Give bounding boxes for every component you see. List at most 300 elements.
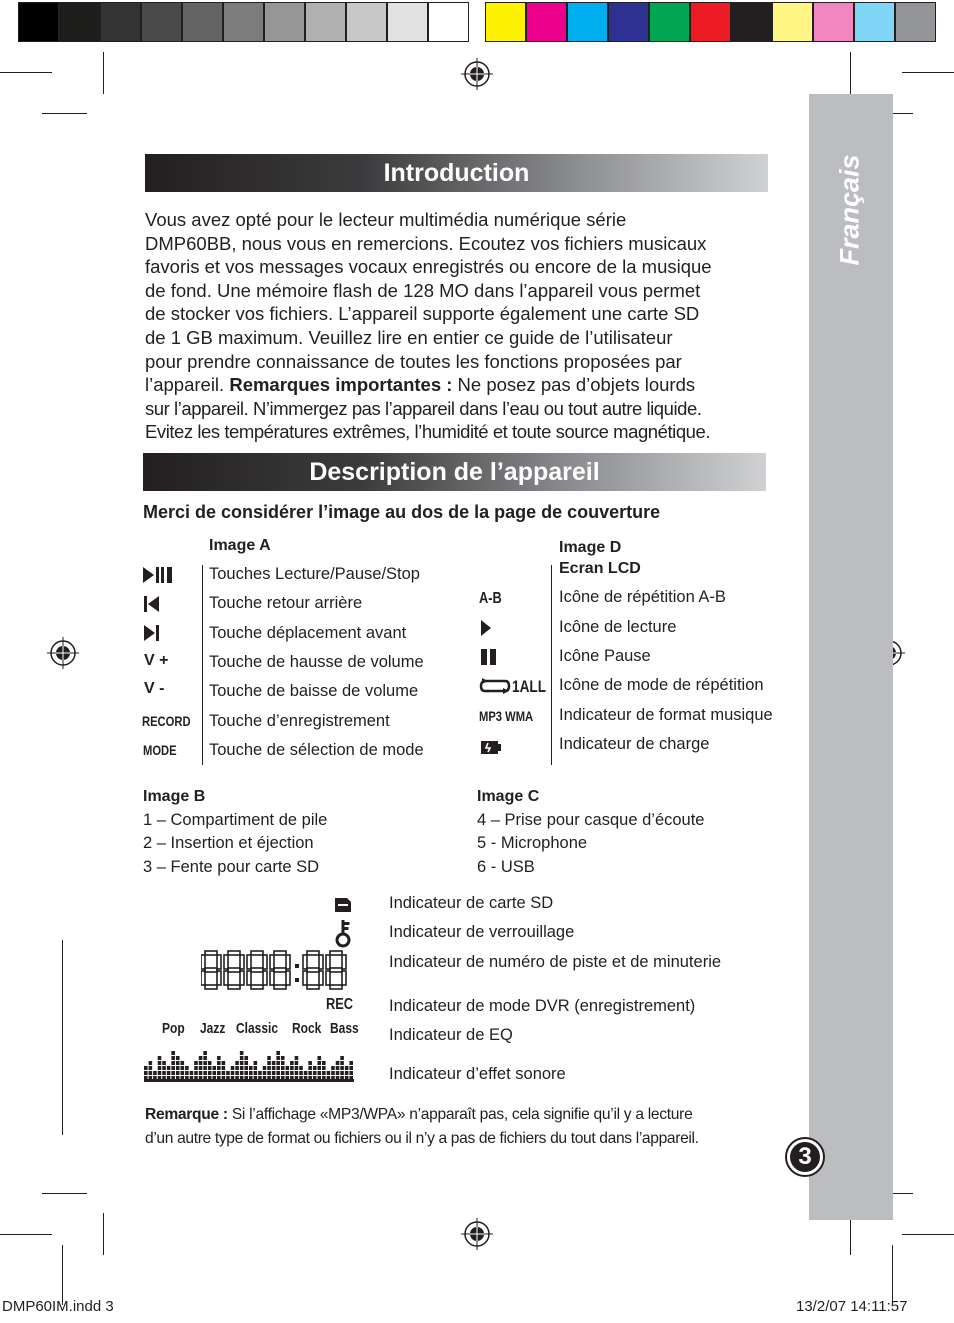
lcd-segment (326, 955, 330, 969)
eq-bar-segment (272, 1071, 276, 1075)
crop-mark (42, 113, 87, 114)
eq-bar-segment (244, 1071, 248, 1075)
page-number: 3 (790, 1142, 820, 1172)
color-swatch (18, 2, 59, 42)
eq-bar-segment (226, 1071, 230, 1075)
eq-bar-segment (217, 1066, 221, 1070)
color-swatch (731, 2, 772, 42)
eq-bar-segment (349, 1061, 353, 1065)
image-a-item: Touche d’enregistrement (209, 712, 390, 730)
eq-mode: Bass (330, 1020, 359, 1037)
lcd-segment (205, 968, 217, 972)
eq-mode: Pop (162, 1020, 185, 1037)
eq-bar-segment (331, 1066, 335, 1070)
image-a-item: Touche déplacement avant (209, 624, 407, 642)
language-tab (825, 150, 875, 270)
eq-bar-segment (240, 1071, 244, 1075)
lcd-label: Indicateur de carte SD (389, 894, 554, 912)
crop-mark (850, 52, 851, 94)
lcd-segment (228, 968, 240, 972)
eq-bar-segment (217, 1056, 221, 1060)
description-heading: Description de l’appareil (143, 453, 766, 491)
grayscale-swatch-bar (18, 2, 469, 42)
lcd-segment (201, 971, 205, 985)
eq-bar-segment (313, 1071, 317, 1075)
ab-repeat-key: A-B (479, 590, 502, 607)
eq-bar-segment (295, 1061, 299, 1065)
eq-bar-segment (171, 1051, 175, 1055)
lcd-segment (247, 955, 251, 969)
color-swatch (428, 2, 469, 42)
music-format-key: MP3 WMA (479, 708, 534, 724)
paragraph-line: sur l’appareil. N’immergez pas l’appareil dans l’eau ou tout autre liquide. (145, 397, 702, 419)
eq-bar-segment (162, 1066, 166, 1070)
eq-mode: Classic (236, 1020, 279, 1037)
eq-bar-segment (208, 1066, 212, 1070)
eq-bar-segment (345, 1066, 349, 1070)
eq-bar-segment (235, 1071, 239, 1075)
eq-bar-segment (181, 1071, 185, 1075)
note-line: d’un autre type de format ou fichiers ou il n’y a pas de fichiers du tout dans l’appareil. (145, 1130, 699, 1147)
note-line (145, 1103, 775, 1127)
eq-bar-segment (176, 1066, 180, 1070)
eq-bar-segment (149, 1071, 153, 1075)
eq-bar-segment (199, 1066, 203, 1070)
eq-bar-segment (171, 1056, 175, 1060)
lcd-label: Indicateur de numéro de piste et de minuterie (389, 953, 722, 971)
eq-bar-segment (199, 1056, 203, 1060)
sd-card-icon (334, 897, 352, 913)
eq-bar-segment (263, 1071, 267, 1075)
image-d-item: Icône de lecture (559, 618, 677, 636)
registration-mark-icon (461, 1218, 493, 1250)
eq-bar-segment (258, 1071, 262, 1075)
introduction-paragraph (145, 208, 775, 444)
eq-bar-segment (144, 1066, 148, 1070)
eq-bar-segment (235, 1061, 239, 1065)
eq-bar-segment (281, 1071, 285, 1075)
lcd-segment (270, 955, 274, 969)
color-swatch (813, 2, 854, 42)
eq-bar-segment (231, 1071, 235, 1075)
eq-bar-segment (149, 1061, 153, 1065)
eq-bar-segment (153, 1071, 157, 1075)
footer-file: DMP60IM.indd 3 (2, 1298, 114, 1315)
eq-baseline (144, 1079, 354, 1082)
lcd-segment (224, 955, 228, 969)
eq-bar-segment (276, 1061, 280, 1065)
eq-bar-segment (276, 1056, 280, 1060)
eq-bar-segment (295, 1056, 299, 1060)
eq-bar-segment (203, 1051, 207, 1055)
image-a-heading: Image A (209, 537, 271, 554)
lcd-segment (307, 968, 319, 972)
eq-bar-segment (286, 1066, 290, 1070)
eq-bar-segment (176, 1071, 180, 1075)
eq-bar-segment (222, 1071, 226, 1075)
lcd-segment (342, 955, 346, 969)
image-a-item: Touche de sélection de mode (209, 741, 424, 759)
color-swatch (387, 2, 428, 42)
eq-bar-segment (254, 1066, 258, 1070)
eq-bar-segment (199, 1071, 203, 1075)
lcd-segment (342, 971, 346, 985)
color-swatch (649, 2, 690, 42)
eq-bar-segment (276, 1071, 280, 1075)
eq-bar-segment (149, 1066, 153, 1070)
note-text: Si l’affichage «MP3/WPA» n’apparaît pas, cela signifie qu’il y a lecture (227, 1106, 693, 1123)
eq-bar-segment (317, 1056, 321, 1060)
eq-bar-segment (203, 1066, 207, 1070)
color-swatch (59, 2, 100, 42)
eq-bar-segment (340, 1056, 344, 1060)
registration-mark-icon (47, 637, 79, 669)
image-a-divider (202, 565, 203, 765)
color-swatch (567, 2, 608, 42)
image-a-item: Touches Lecture/Pause/Stop (209, 565, 420, 583)
eq-bar-segment (308, 1066, 312, 1070)
eq-mode: Rock (292, 1020, 322, 1037)
crop-mark (0, 72, 52, 73)
image-b-item: 1 – Compartiment de pile (143, 811, 328, 829)
eq-bar-segment (222, 1066, 226, 1070)
color-swatch (100, 2, 141, 42)
lcd-segment (286, 971, 290, 985)
eq-bar-segment (144, 1071, 148, 1075)
crop-mark (902, 72, 954, 73)
skip-forward-icon (143, 624, 161, 642)
lcd-segment (263, 971, 267, 985)
eq-modes (162, 1020, 364, 1037)
lcd-segment (326, 971, 330, 985)
color-swatch (485, 2, 526, 42)
lcd-digits-value (201, 950, 202, 951)
crop-mark (42, 1193, 87, 1194)
image-c-heading: Image C (477, 788, 540, 805)
eq-bar-segment (317, 1071, 321, 1075)
lcd-segment (201, 955, 205, 969)
lcd-segment (251, 985, 263, 989)
lcd-segment (307, 985, 319, 989)
eq-bar-segment (340, 1066, 344, 1070)
lcd-label: Indicateur de mode DVR (enregistrement) (389, 997, 696, 1015)
paragraph-line: Vous avez opté pour le lecteur multimédia numérique série (145, 209, 627, 230)
eq-bar-segment (290, 1071, 294, 1075)
eq-bar-segment (208, 1071, 212, 1075)
eq-bar-segment (349, 1066, 353, 1070)
color-swatch (182, 2, 223, 42)
lcd-colon (295, 964, 299, 968)
lcd-segment (251, 968, 263, 972)
eq-bar-segment (167, 1071, 171, 1075)
eq-bar-segment (249, 1066, 253, 1070)
crop-mark (103, 52, 104, 94)
image-d-item: Icône de mode de répétition (559, 676, 764, 694)
paragraph-line: pour prendre connaissance de toutes les fonctions proposées par (145, 350, 682, 372)
eq-bar-segment (317, 1061, 321, 1065)
play-pause-stop-icon (143, 566, 173, 584)
lcd-segment (263, 955, 267, 969)
color-swatch (346, 2, 387, 42)
language-label: Français (834, 154, 865, 266)
paragraph-line: DMP60BB, nous vous en remercions. Ecoutez vos fichiers musicaux (145, 232, 707, 254)
image-c-item: 5 - Microphone (477, 834, 588, 852)
eq-bar-segment (171, 1061, 175, 1065)
lcd-segment (286, 955, 290, 969)
lcd-segment (319, 971, 323, 985)
eq-bar-segment (308, 1071, 312, 1075)
eq-bar-segment (304, 1071, 308, 1075)
eq-bar-segment (212, 1071, 216, 1075)
eq-bar-segment (171, 1071, 175, 1075)
color-swatch (526, 2, 567, 42)
image-d-item: Icône Pause (559, 647, 651, 665)
eq-bar-segment (345, 1071, 349, 1075)
color-swatch (772, 2, 813, 42)
lcd-label: Indicateur de verrouillage (389, 923, 575, 941)
lcd-segment (217, 955, 221, 969)
eq-bar-segment (162, 1061, 166, 1065)
eq-bar-segment (349, 1071, 353, 1075)
eq-bar-segment (217, 1071, 221, 1075)
eq-bar-segment (194, 1066, 198, 1070)
eq-bar-segment (194, 1071, 198, 1075)
footer-timestamp: 13/2/07 14:11:57 (796, 1298, 908, 1315)
eq-bar-segment (340, 1071, 344, 1075)
image-d-item: Icône de répétition A-B (559, 588, 726, 606)
image-d-divider (551, 565, 552, 765)
repeat-icon (479, 678, 511, 694)
battery-icon (480, 740, 502, 755)
paragraph-text: l’appareil. (145, 374, 230, 396)
color-swatch (223, 2, 264, 42)
eq-bar-segment (203, 1056, 207, 1060)
crop-mark (62, 1245, 63, 1305)
crop-mark (892, 1245, 893, 1305)
eq-bar-segment (308, 1061, 312, 1065)
lcd-segment (303, 971, 307, 985)
eq-bar-segment (336, 1071, 340, 1075)
lcd-segment (217, 971, 221, 985)
color-swatch (895, 2, 936, 42)
eq-bar-segment (181, 1061, 185, 1065)
eq-bar-segment (331, 1071, 335, 1075)
eq-bar-segment (322, 1071, 326, 1075)
repeat-all-key: 1ALL (512, 677, 546, 696)
eq-bar-segment (254, 1061, 258, 1065)
registration-mark-icon (461, 58, 493, 90)
eq-bar-segment (267, 1071, 271, 1075)
eq-bar-segment (340, 1061, 344, 1065)
eq-bar-segment (336, 1066, 340, 1070)
eq-bar-segment (190, 1071, 194, 1075)
eq-bar-segment (263, 1066, 267, 1070)
eq-bar-segment (158, 1066, 162, 1070)
lcd-segment (330, 968, 342, 972)
lcd-segment (319, 955, 323, 969)
volume-up-key: V + (144, 652, 169, 669)
image-d-subheading: Ecran LCD (559, 560, 641, 577)
paragraph-line: de fond. Une mémoire flash de 128 MO dans l’appareil vous permet (145, 279, 701, 301)
lcd-label: Indicateur d’effet sonore (389, 1065, 566, 1083)
eq-bar-segment (240, 1051, 244, 1055)
eq-bar-segment (267, 1061, 271, 1065)
lcd-segment (270, 971, 274, 985)
eq-bar-segment (295, 1066, 299, 1070)
paragraph-text: Ne posez pas d’objets lourds (452, 374, 696, 396)
image-d-item: Indicateur de format musique (559, 706, 773, 724)
eq-bar-segment (240, 1061, 244, 1065)
lcd-segment (251, 951, 263, 955)
lcd-segment (228, 951, 240, 955)
crop-mark (902, 1234, 954, 1235)
lcd-segment (205, 985, 217, 989)
crop-mark (103, 1213, 104, 1255)
eq-bar-segment (181, 1066, 185, 1070)
paragraph-line (145, 373, 775, 397)
eq-bar-segment (254, 1071, 258, 1075)
color-swatch (608, 2, 649, 42)
lcd-segment (247, 971, 251, 985)
lcd-segment (330, 951, 342, 955)
eq-bar-segment (299, 1066, 303, 1070)
eq-bar-segment (208, 1061, 212, 1065)
eq-bar-segment (322, 1066, 326, 1070)
eq-bar-segment (313, 1066, 317, 1070)
record-key: RECORD (142, 713, 191, 729)
image-b-item: 3 – Fente pour carte SD (143, 858, 320, 876)
paragraph-line: de stocker vos fichiers. L’appareil supporte également une carte SD (145, 303, 700, 325)
eq-bar-segment (281, 1061, 285, 1065)
volume-down-key: V - (144, 680, 165, 697)
lcd-segment (330, 985, 342, 989)
image-a-item: Touche de hausse de volume (209, 653, 424, 671)
eq-bar-segment (185, 1071, 189, 1075)
lcd-segment (224, 971, 228, 985)
eq-bar-segment (235, 1066, 239, 1070)
color-swatch (141, 2, 182, 42)
eq-bar-segment (249, 1071, 253, 1075)
eq-bar-segment (240, 1066, 244, 1070)
image-d-item: Indicateur de charge (559, 735, 710, 753)
image-a-item: Touche de baisse de volume (209, 682, 419, 700)
lcd-colon (295, 978, 299, 982)
eq-bar-segment (171, 1066, 175, 1070)
eq-bar-segment (185, 1066, 189, 1070)
paragraph-line: Evitez les températures extrêmes, l’humidité et toute source magnétique. (145, 421, 711, 443)
color-swatch (690, 2, 731, 42)
eq-bar-segment (162, 1071, 166, 1075)
eq-bar-segment (267, 1066, 271, 1070)
lcd-segment (240, 971, 244, 985)
skip-back-icon (143, 595, 161, 613)
introduction-heading: Introduction (145, 154, 768, 192)
eq-bar-segment (267, 1056, 271, 1060)
eq-bar-segment (281, 1056, 285, 1060)
eq-bar-segment (272, 1061, 276, 1065)
lcd-segment (205, 951, 217, 955)
process-color-swatch-bar (485, 2, 936, 42)
eq-bar-segment (194, 1061, 198, 1065)
margin-rule (62, 940, 63, 1135)
eq-bar-segment (203, 1071, 207, 1075)
eq-bar-segment (240, 1056, 244, 1060)
pause-icon (480, 648, 498, 666)
eq-bar-segment (336, 1061, 340, 1065)
eq-bar-segment (276, 1051, 280, 1055)
image-c-item: 4 – Prise pour casque d’écoute (477, 811, 705, 829)
eq-bar-segment (158, 1071, 162, 1075)
play-icon (480, 619, 492, 637)
eq-bar-segment (222, 1061, 226, 1065)
image-b-item: 2 – Insertion et éjection (143, 834, 314, 852)
rec-indicator: REC (326, 996, 354, 1013)
eq-bar-segment (244, 1056, 248, 1060)
eq-bar-segment (244, 1066, 248, 1070)
eq-bar-segment (176, 1061, 180, 1065)
crop-mark (0, 1234, 52, 1235)
eq-bar-segment (199, 1061, 203, 1065)
page-number-badge (785, 1137, 825, 1177)
lcd-segment (274, 985, 286, 989)
eq-bar-segment (317, 1066, 321, 1070)
paragraph-line: de 1 GB maximum. Veuillez lire en entier ce guide de l’utilisateur (145, 326, 673, 348)
mode-key: MODE (143, 742, 177, 758)
note-label: Remarque : (145, 1106, 228, 1123)
image-b-heading: Image B (143, 788, 206, 805)
eq-bar-segment (281, 1066, 285, 1070)
lcd-segment (274, 968, 286, 972)
eq-bar-segment (158, 1061, 162, 1065)
eq-bar-segment (231, 1066, 235, 1070)
lcd-segment (303, 955, 307, 969)
key-lock-icon (334, 918, 352, 948)
lcd-segment (228, 985, 240, 989)
eq-bar-segment (327, 1071, 331, 1075)
color-swatch (264, 2, 305, 42)
sound-effect-bars (144, 1046, 354, 1082)
eq-bar-segment (295, 1071, 299, 1075)
eq-bar-segment (212, 1066, 216, 1070)
important-notes-label: Remarques importantes : (229, 374, 453, 396)
eq-bar-segment (322, 1061, 326, 1065)
lcd-label: Indicateur de EQ (389, 1026, 513, 1044)
image-c-item: 6 - USB (477, 858, 535, 876)
image-a-item: Touche retour arrière (209, 594, 363, 612)
remark-note (145, 1103, 775, 1151)
eq-bar-segment (167, 1066, 171, 1070)
color-swatch (854, 2, 895, 42)
eq-bar-segment (244, 1061, 248, 1065)
image-d-heading: Image D (559, 539, 622, 556)
lcd-digits (201, 950, 357, 996)
eq-bar-segment (217, 1061, 221, 1065)
eq-bar-segment (290, 1066, 294, 1070)
eq-bar-segment (272, 1066, 276, 1070)
eq-bar-segment (299, 1071, 303, 1075)
color-swatch (305, 2, 346, 42)
description-subtitle: Merci de considérer l’image au dos de la page de couverture (143, 502, 661, 522)
eq-mode: Jazz (200, 1020, 226, 1037)
lcd-segment (307, 951, 319, 955)
eq-bar-segment (203, 1061, 207, 1065)
eq-bar-segment (286, 1071, 290, 1075)
eq-bar-segment (176, 1056, 180, 1060)
eq-bar-segment (290, 1061, 294, 1065)
lcd-segment (274, 951, 286, 955)
lcd-segment (240, 955, 244, 969)
eq-bar-segment (158, 1056, 162, 1060)
